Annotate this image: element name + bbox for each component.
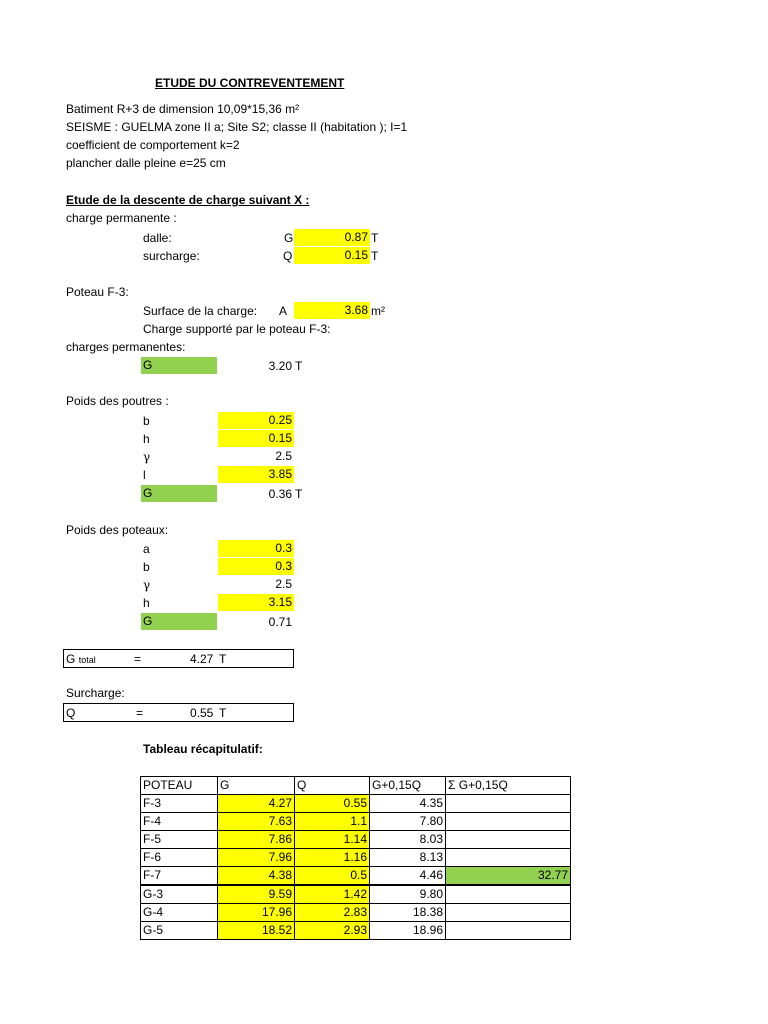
charge-supporte-label: Charge supporté par le poteau F-3: [143, 322, 331, 336]
recap-header-row [141, 777, 571, 795]
poteau-heading: Poteau F-3: [66, 285, 129, 299]
recap-q-cell: 1.1 [295, 813, 370, 831]
recap-g-cell: 7.63 [218, 813, 295, 831]
descente-heading: Etude de la descente de charge suivant X : [66, 193, 310, 207]
poteaux-row-value-cell [218, 540, 294, 557]
recap-poteau-cell: F-4 [141, 813, 218, 831]
recap-poteau-cell: G-4 [141, 904, 218, 922]
table-row [141, 922, 571, 940]
table-row [141, 795, 571, 813]
dalle-unit: T [371, 231, 379, 245]
surcharge-q-label: Q [66, 706, 76, 720]
page-title: ETUDE DU CONTREVENTEMENT [155, 76, 345, 90]
poutres-row-label: b [143, 414, 150, 428]
recap-sum-cell [446, 922, 571, 940]
poteaux-row-value: 2.5 [275, 577, 292, 591]
intro-line-1: Batiment R+3 de dimension 10,09*15,36 m² [66, 102, 300, 116]
surface-label: Surface de la charge: [143, 304, 258, 318]
recap-header-cell: Q [295, 777, 370, 795]
poteau-g-unit: T [295, 359, 303, 373]
recap-g-cell: 4.38 [218, 867, 295, 886]
recap-poteau-cell: G-3 [141, 885, 218, 904]
poutres-row-value-cell [218, 448, 294, 465]
table-row [141, 813, 571, 831]
poteaux-row-label: γ [143, 578, 151, 592]
poutres-row-value-cell [218, 412, 294, 429]
recap-q-cell: 0.5 [295, 867, 370, 886]
poteaux-row-value-cell [218, 594, 294, 611]
recap-poteau-cell: G-5 [141, 922, 218, 940]
recap-sum-cell [446, 813, 571, 831]
gtotal-label: G total [66, 652, 96, 666]
poteaux-row-value: 0.3 [275, 559, 292, 573]
table-row [141, 904, 571, 922]
poteaux-g-value: 0.71 [268, 615, 292, 629]
gtotal-box [63, 649, 294, 668]
recap-poteau-cell: F-6 [141, 849, 218, 867]
surcharge-symbol: Q [283, 249, 293, 263]
poutres-row-value-cell [218, 466, 294, 483]
recap-g-cell: 18.52 [218, 922, 295, 940]
table-row [141, 885, 571, 904]
gtotal-unit: T [219, 652, 227, 666]
recap-sum-cell [446, 831, 571, 849]
recap-combo-cell: 8.03 [370, 831, 446, 849]
poutres-row-value: 3.85 [268, 467, 292, 481]
recap-combo-cell: 7.80 [370, 813, 446, 831]
poteaux-row-value-cell [218, 558, 294, 575]
recap-g-cell: 17.96 [218, 904, 295, 922]
table-row [141, 831, 571, 849]
poteaux-row-label: h [143, 596, 150, 610]
recap-combo-cell: 9.80 [370, 885, 446, 904]
surcharge-total-value: 0.55 [190, 706, 214, 720]
poutres-g-unit: T [295, 487, 303, 501]
poutres-row-value: 0.15 [268, 431, 292, 445]
poteau-g-cell [141, 357, 217, 374]
recap-q-cell: 1.42 [295, 885, 370, 904]
table-row [141, 849, 571, 867]
gtotal-equals: = [134, 652, 142, 666]
poutres-row-value: 0.25 [268, 413, 292, 427]
dalle-value: 0.87 [344, 230, 368, 244]
poteaux-g-cell [141, 613, 217, 630]
poutres-g-label: G [143, 486, 153, 500]
surface-value: 3.68 [344, 303, 368, 317]
surcharge-value: 0.15 [344, 248, 368, 262]
poteau-g-label: G [143, 358, 153, 372]
poutres-heading: Poids des poutres : [66, 394, 169, 408]
recap-header-cell: G [218, 777, 295, 795]
poteaux-row-label: a [143, 542, 150, 556]
poutres-g-value: 0.36 [268, 487, 292, 501]
poutres-row-label: h [143, 432, 150, 446]
recap-q-cell: 1.16 [295, 849, 370, 867]
recap-combo-cell: 18.38 [370, 904, 446, 922]
poteaux-row-label: b [143, 560, 150, 574]
recap-combo-cell: 4.46 [370, 867, 446, 886]
intro-line-2: SEISME : GUELMA zone II a; Site S2; classe II (habitation ); I=1 [66, 120, 408, 134]
recap-poteau-cell: F-5 [141, 831, 218, 849]
recap-poteau-cell: F-3 [141, 795, 218, 813]
recap-sum-total-cell: 32.77 [446, 867, 571, 886]
surcharge-total-unit: T [219, 706, 227, 720]
recap-poteau-cell: F-7 [141, 867, 218, 886]
recap-g-cell: 7.96 [218, 849, 295, 867]
poteaux-heading: Poids des poteaux: [66, 523, 169, 537]
recap-table [140, 776, 571, 940]
poteaux-row-value: 0.3 [275, 541, 292, 555]
poteau-g-value: 3.20 [268, 359, 292, 373]
poutres-row-label: γ [143, 450, 151, 464]
recap-combo-cell: 8.13 [370, 849, 446, 867]
gtotal-value: 4.27 [190, 652, 214, 666]
charges-permanentes-label: charges permanentes: [66, 340, 186, 354]
recap-q-cell: 0.55 [295, 795, 370, 813]
poutres-row-label: l [143, 468, 146, 482]
surface-unit: m² [371, 304, 385, 318]
table-row [141, 867, 571, 886]
charge-permanente-label: charge permanente : [66, 211, 177, 225]
surface-symbol: A [279, 304, 288, 318]
surcharge-box [63, 703, 294, 722]
recap-q-cell: 2.83 [295, 904, 370, 922]
recap-header-cell: Σ G+0,15Q [446, 777, 571, 795]
surcharge-value-cell [294, 247, 370, 264]
recap-g-cell: 7.86 [218, 831, 295, 849]
recap-q-cell: 2.93 [295, 922, 370, 940]
recap-combo-cell: 18.96 [370, 922, 446, 940]
recap-sum-cell [446, 849, 571, 867]
surface-value-cell [294, 302, 370, 319]
recap-sum-cell [446, 904, 571, 922]
poutres-g-cell [141, 485, 217, 502]
poteaux-g-label: G [143, 614, 153, 628]
poutres-row-value-cell [218, 430, 294, 447]
recap-header-cell: POTEAU [141, 777, 218, 795]
recap-q-cell: 1.14 [295, 831, 370, 849]
surcharge-heading: Surcharge: [66, 686, 125, 700]
poteaux-row-value-cell [218, 576, 294, 593]
surcharge-unit: T [371, 249, 379, 263]
recap-header-cell: G+0,15Q [370, 777, 446, 795]
surcharge-label: surcharge: [143, 249, 200, 263]
intro-line-4: plancher dalle pleine e=25 cm [66, 156, 226, 170]
recap-sum-cell [446, 885, 571, 904]
recap-g-cell: 4.27 [218, 795, 295, 813]
dalle-symbol: G [284, 231, 294, 245]
poutres-row-value: 2.5 [275, 449, 292, 463]
intro-line-3: coefficient de comportement k=2 [66, 138, 240, 152]
recap-sum-cell [446, 795, 571, 813]
recap-combo-cell: 4.35 [370, 795, 446, 813]
dalle-value-cell [294, 229, 370, 246]
dalle-label: dalle: [143, 231, 172, 245]
surcharge-equals: = [136, 706, 144, 720]
recap-heading: Tableau récapitulatif: [143, 742, 263, 756]
recap-g-cell: 9.59 [218, 885, 295, 904]
poteaux-row-value: 3.15 [268, 595, 292, 609]
